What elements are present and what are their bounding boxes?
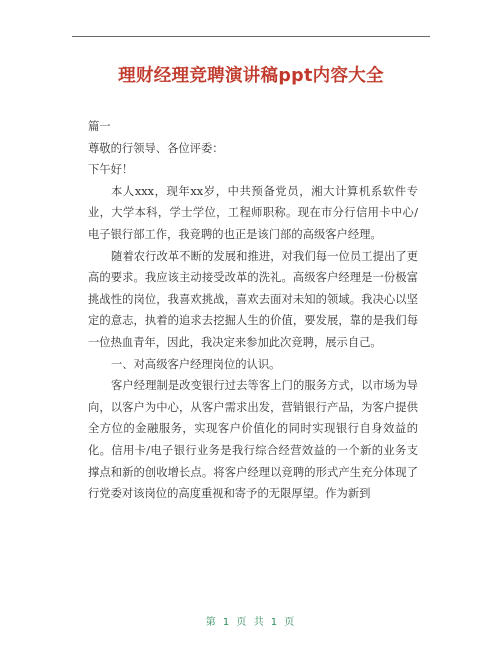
page-number-footer: 第 1 页 共 1 页 xyxy=(205,617,297,628)
section-heading: 一、对高级客户经理岗位的认识。 xyxy=(111,357,281,371)
paragraph-self-intro: 本人xxx，现年xx岁，中共预备党员，湘大计算机系软件专业，大学本科，学士学位，工程师职称。现在市分行信用卡中心/电子银行部工作，我竞聘的也正是该门部的高级客户经理。 xyxy=(88,184,418,241)
paragraph-salutation: 尊敬的行领导、各位评委： xyxy=(88,141,224,155)
paragraph-greeting: 下午好！ xyxy=(88,163,134,177)
document-title: 理财经理竞聘演讲稿ppt内容大全 xyxy=(118,66,384,86)
paragraph-motivation: 随着农行改革不断的发展和推进，对我们每一位员工提出了更高的要求。我应该主动接受改革的洗礼。高级客户经理是一份极富挑战性的岗位，我喜欢挑战，喜欢去面对未知的领域。我决心以坚定的意志，执着的追求去挖掘人生的价值，要发展，靠的是我们每一位热血青年，因此，我决定来参加此次竞聘，展示自己。 xyxy=(88,249,418,349)
header-rule xyxy=(72,36,430,37)
paragraph-role-understanding: 客户经理制是改变银行过去等客上门的服务方式，以市场为导向，以客户为中心，从客户需求出发，营销银行产品，为客户提供全方位的金融服务，实现客户价值化的同时实现银行自身效益的化。信用卡/电子银行业务是我行综合经营效益的一个新的业务支撑点和新的创收增长点。将客户经理以竞聘的形式产生充分体现了行党委对该岗位的高度重视和寄予的无限厚望。作为新到 xyxy=(88,379,418,501)
paragraph-section-label: 篇一 xyxy=(88,120,111,133)
document-body xyxy=(88,116,418,505)
